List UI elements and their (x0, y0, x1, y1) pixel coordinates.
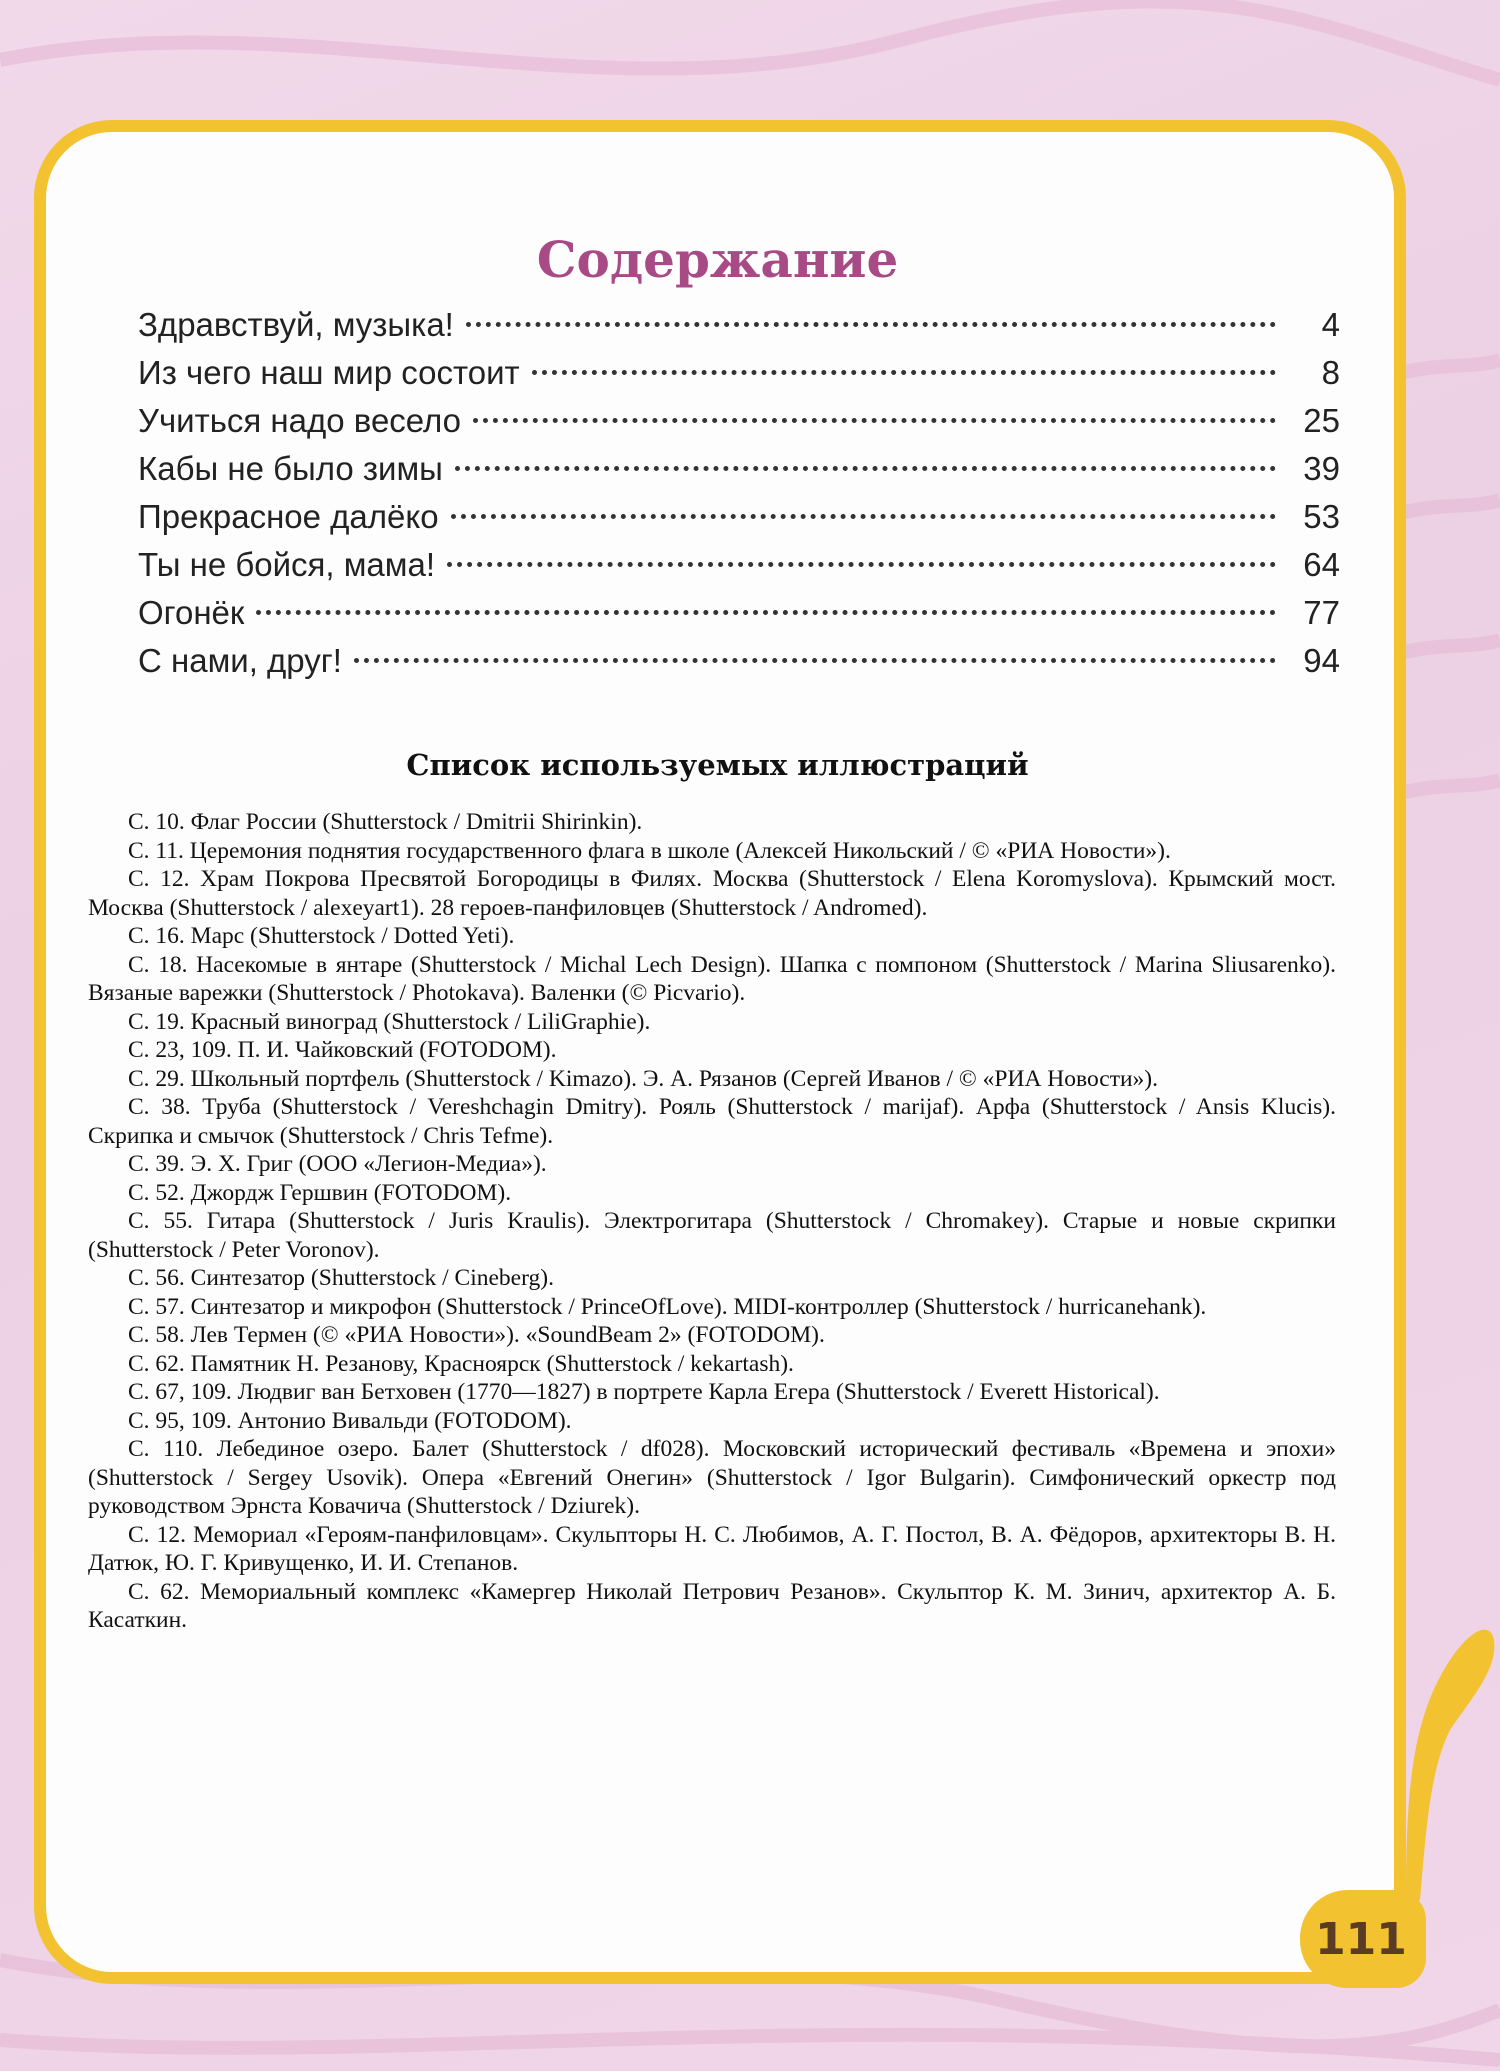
toc-item-page: 53 (1303, 498, 1340, 535)
toc-leader (532, 370, 1276, 375)
illustration-entry: С. 10. Флаг России (Shutterstock / Dmitrii Shirinkin). (128, 809, 643, 835)
toc-item-page: 39 (1303, 450, 1340, 487)
illustration-entry: С. 38. Труба (Shutterstock / Vereshchagin Dmitry). Рояль (Shutterstock / marijaf). Арфа (Shutterstock / Ansis Klucis). Скрипка и смычок (Shutterstock / Chris Tefme). (88, 1094, 1336, 1149)
toc-item-label: Ты не бойся, мама! (138, 546, 435, 583)
illustration-entry: С. 23, 109. П. И. Чайковский (FOTODOM). (128, 1037, 557, 1063)
toc-item-label: Прекрасное далёко (138, 498, 439, 535)
toc-leader (451, 514, 1276, 519)
toc-item[interactable] (138, 402, 1340, 450)
toc-item[interactable] (138, 306, 1340, 354)
toc-item-label: Огонёк (138, 594, 245, 631)
toc-item[interactable] (138, 498, 1340, 546)
illustration-entry: С. 58. Лев Термен (© «РИА Новости»). «SoundBeam 2» (FOTODOM). (128, 1322, 825, 1348)
illustration-entry: С. 55. Гитара (Shutterstock / Juris Kraulis). Электрогитара (Shutterstock / Chromakey). Старые и новые скрипки (Shutterstock / Peter Voronov). (88, 1208, 1336, 1263)
illustrations-title: Список используемых иллюстраций (406, 748, 1029, 782)
toc-item-label: Учиться надо весело (138, 402, 462, 439)
illustrations-list (88, 808, 1336, 1635)
illustration-entry: С. 110. Лебединое озеро. Балет (Shutterstock / df028). Московский исторический фестиваль «Времена и эпохи» (Shutterstock / Sergey Usovik). Опера «Евгений Онегин» (Shutterstock / Igor Bulgarin). Симфонический оркестр под руководством Эрнста Ковачича (Shutterstock / Dziurek). (88, 1436, 1336, 1519)
toc-item-label: Кабы не было зимы (138, 450, 443, 487)
toc-item-label: С нами, друг! (138, 642, 342, 679)
illustration-entry: С. 11. Церемония поднятия государственного флага в школе (Алексей Никольский / © «РИА Новости»). (128, 837, 1171, 864)
toc-item-page: 25 (1303, 402, 1340, 439)
illustration-entry: С. 19. Красный виноград (Shutterstock / LiliGraphie). (128, 1008, 651, 1035)
toc-leader (466, 322, 1276, 327)
illustration-entry: С. 52. Джордж Гершвин (FOTODOM). (128, 1179, 512, 1206)
toc-list (138, 306, 1340, 690)
toc-item[interactable] (138, 354, 1340, 402)
toc-item-page: 94 (1303, 642, 1340, 679)
illustration-entry: С. 57. Синтезатор и микрофон (Shutterstock / PrinceOfLove). MIDI-контроллер (Shutterstock / hurricanehank). (128, 1293, 1207, 1320)
toc-leader (256, 610, 1276, 615)
illustration-entry: С. 62. Мемориальный комплекс «Камергер Николай Петрович Резанов». Скульптор К. М. Зинич, архитектор А. Б. Касаткин. (88, 1578, 1336, 1633)
toc-item[interactable] (138, 546, 1340, 594)
illustration-entry: С. 62. Памятник Н. Резанову, Красноярск (Shutterstock / kekartash). (128, 1350, 794, 1377)
toc-item-page: 77 (1303, 594, 1340, 631)
illustration-entry: С. 18. Насекомые в янтаре (Shutterstock / Michal Lech Design). Шапка с помпоном (Shutterstock / Marina Sliusarenko). Вязаные варежки (Shutterstock / Photokava). Валенки (© Picvario). (88, 951, 1336, 1006)
toc-item-label: Здравствуй, музыка! (138, 306, 454, 343)
illustration-entry: С. 12. Храм Покрова Пресвятой Богородицы в Филях. Москва (Shutterstock / Elena Koromyslova). Крымский мост. Москва (Shutterstock / alexeyart1). 28 героев-панфиловцев (Shutterstock / Andromed). (88, 866, 1336, 921)
illustration-entry: С. 56. Синтезатор (Shutterstock / Cineberg). (128, 1265, 554, 1291)
illustration-entry: С. 95, 109. Антонио Вивальди (FOTODOM). (128, 1407, 572, 1434)
toc-item-page: 4 (1321, 306, 1340, 343)
toc-item[interactable] (138, 642, 1340, 690)
toc-leader (447, 562, 1276, 567)
toc-leader (473, 418, 1276, 423)
illustration-entry: С. 39. Э. Х. Григ (ООО «Легион-Медиа»). (128, 1151, 547, 1177)
illustration-entry: С. 16. Марс (Shutterstock / Dotted Yeti). (128, 923, 515, 949)
toc-item[interactable] (138, 594, 1340, 642)
toc-leader (455, 466, 1276, 471)
toc-item[interactable] (138, 450, 1340, 498)
illustration-entry: С. 12. Мемориал «Героям-панфиловцам». Скульпторы Н. С. Любимов, А. Г. Постол, В. А. Фёдоров, архитекторы В. Н. Датюк, Ю. Г. Кривущенко, И. И. Степанов. (88, 1521, 1336, 1576)
page-number: 111 (1315, 1914, 1407, 1965)
toc-title: Содержание (536, 230, 899, 289)
toc-leader (354, 658, 1276, 663)
toc-item-label: Из чего наш мир состоит (138, 354, 520, 391)
frame-curl-ornament (1390, 1600, 1500, 1920)
illustration-entry: С. 67, 109. Людвиг ван Бетховен (1770—1827) в портрете Карла Егера (Shutterstock / Everett Historical). (128, 1379, 1160, 1405)
toc-item-page: 8 (1321, 354, 1340, 391)
illustration-entry: С. 29. Школьный портфель (Shutterstock / Kimazo). Э. А. Рязанов (Сергей Иванов / © «РИА Новости»). (128, 1065, 1159, 1092)
toc-item-page: 64 (1303, 546, 1340, 583)
